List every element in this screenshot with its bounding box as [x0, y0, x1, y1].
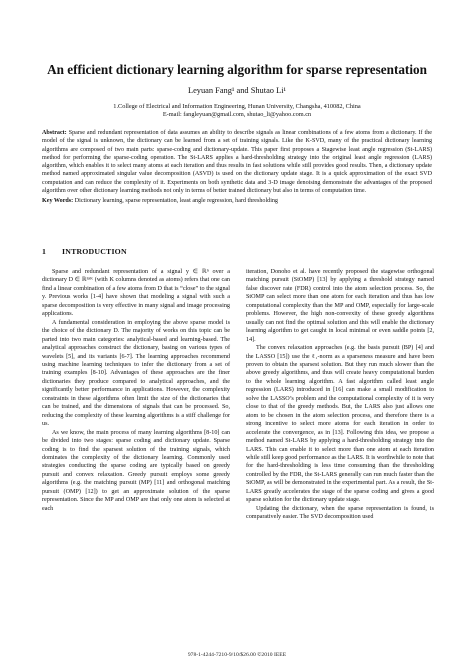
- body-paragraph: As we know, the main process of many learning algorithms [8-10] can be divided into two stages: sparse coding and dictionary update. Sparse coding is to find the sparsest solution of the training signals, which dominates the complexity of the dictionary learning. Commonly used strategies conducting the sparse coding are typically based on greedy pursuit and convex relaxation. Greedy pursuit employs some greedy algorithms (e.g. the matching pursuit (MP) [11] and orthogonal matching pursuit (OMP) [12]) to get an approximate solution of the sparse representation. Since the MP and OMP are that only one atom is selected at each: [42, 429, 230, 512]
- keywords-text: Dictionary learning, sparse representation, least angle regression, hard thresholding: [74, 198, 278, 205]
- abstract-label: Abstract:: [42, 130, 67, 136]
- affiliation: [20, 103, 454, 119]
- section-heading: [42, 247, 127, 256]
- body-paragraph: Sparse and redundant representation of a signal y ∈ ℝⁿ over a dictionary D ∈ ℝⁿˣᴷ (with K columns denoted as atoms) refers that one can find a linear combination of a few atoms from D that is “close” to the signal y. Previous works [1-4] have shown that modeling a signal with such a sparse decomposition is very effective in many signal and image processing applications.: [42, 269, 230, 318]
- abstract: [42, 129, 432, 206]
- body-paragraph: A fundamental consideration in employing the above sparse model is the choice of the dictionary D. The majority of works on this topic can be parted into two main categories: analytical-based and learning-based. The analytical approaches construct the dictionary, basing on various types of wavelets [5], and its variants [6-7]. The learning approaches recommend using machine learning techniques to infer the dictionary from a set of training examples [8-10]. Advantages of these approaches are the finer dictionaries they produce compared to analytical approaches, and the significantly better performance in applications. However, the complexity constraints in these algorithms often limit the size of the dictionaries that can be trained, and the dimensions of signals that can be processed. So, reducing the complexity of these learning algorithms is a stiff challenge for us.: [42, 319, 230, 428]
- right-column: [246, 268, 434, 522]
- author-line: Leyuan Fang¹ and Shutao Li¹: [187, 86, 287, 95]
- section-number: 1: [42, 247, 47, 256]
- section-title: INTRODUCTION: [62, 247, 127, 256]
- abstract-text: Sparse and redundant representation of data assumes an ability to describe signals as linear combinations of a few atoms from a dictionary. If the model of the signal is unknown, the dictionary can be learned from a set of training signals. Like the K-SVD, many of the practical dictionary learning algorithms are composed of two main parts: sparse-coding and dictionary-update. This paper first proposes a Stagewise least angle regression (St-LARS) method for performing the sparse-coding operation. The St-LARS applies a hard-thresholding strategy into the original least angle regression (LARS) algorithm, which enables it to select many atoms at each iteration and thus results in fast solutions while still provides good results. Then, a dictionary update method named approximated singular value decomposition (ASVD) is used on the dictionary update stage. It is a quick approximation of the exact SVD computation and can reduce the complexity of it. Experiments on both synthetic data and 3-D image denoising demonstrate the advantages of the proposed algorithm over other dictionary learning methods not only in terms of better trained dictionary but also in terms of computation time.: [42, 130, 432, 195]
- keywords-label: Key Words:: [42, 198, 74, 205]
- copyright-footer: 978-1-4244-7210-9/10/$26.00 ©2010 IEEE: [187, 652, 287, 658]
- abstract-paragraph: [42, 129, 432, 195]
- body-paragraph: The convex relaxation approaches (e.g. the basis pursuit (BP) [4] and the LASSO [15]) use the ℓ₁-norm as a sparseness measure and have been proven to obtain the sparsest solution. But they run much slower than the above greedy algorithms, and thus will create heavy computational burden to the whole learning algorithm. A fast algorithm called least angle regression (LARS) introduced in [16] can make a small modification to solve the LASSO’s problem and the computational complexity of it is very close to that of the greedy methods. But, the LARS also just allows one atom to be chosen in the atom selection process, and therefore there is a strong incentive to select more atoms for each iteration in order to accelerate the convergence, as in [13]. Following this idea, we propose a method named St-LARS by applying a hard-thresholding strategy into the LARS. This can enable it to select more than one atom at each iteration while still keep good performance as the LARS. It is worthwhile to note that for the hard-thresholding is less time consuming than the thresholding controlled by the FDR, the St-LARS generally can run much faster than the StOMP, as will be demonstrated in the experimental part. As a result, the St-LARS greatly accelerates the stage of the sparse coding and gives a good sparse solution for the dictionary update stage.: [246, 345, 434, 504]
- affiliation-line: 1.College of Electrical and Information Engineering, Hunan University, Changsha, 410082, China: [113, 103, 361, 110]
- keywords-paragraph: [42, 197, 432, 205]
- left-column: [42, 268, 230, 513]
- body-paragraph: iteration, Donoho et al. have recently proposed the stagewise orthogonal matching pursuit (StOMP) [13] by applying a threshold strategy named false discover rate (FDR) control into the atom selection process. So, the StOMP can select more than one atom for each iteration and thus has low computational complexity than the MP and OMP, especially for large-scale problems. However, the high non-convexity of these greedy algorithms usually can not find the optimal solution and this will enable the dictionary learning algorithm to get caught in local minimal or even saddle points [2, 14].: [246, 269, 434, 343]
- email-line: E-mail: fangleyuan@gmail.com, shutao_li@yahoo.com.cn: [162, 111, 312, 119]
- paper-title: An efficient dictionary learning algorithm for sparse representation: [47, 62, 427, 77]
- body-paragraph: Updating the dictionary, when the sparse representation is found, is comparatively easier. The SVD decomposition used: [246, 505, 434, 521]
